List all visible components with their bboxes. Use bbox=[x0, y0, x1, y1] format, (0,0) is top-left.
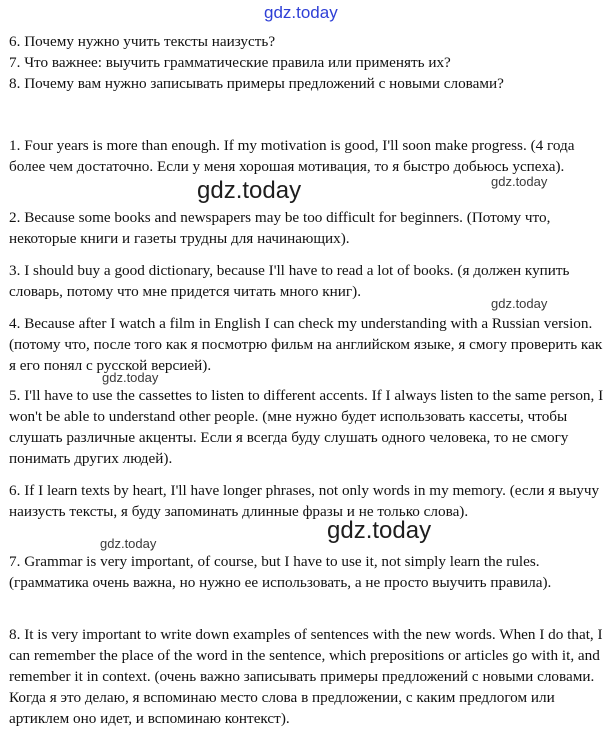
answer-8: 8. It is very important to write down examples of sentences with the new words. When I do that, I can remember the place of the word in the sentence, which prepositions or articles go with it, and remember it in context. (очень важно записывать примеры предложений с новыми словами. Когда я это делаю, я вспоминаю место слова в предложении, с каким предлогом или артиклем оно идет, и вспоминаю контекст). bbox=[9, 626, 603, 727]
answer-7: 7. Grammar is very important, of course, but I have to use it, not simply learn the rules. (грамматика очень важна, но нужно ее использовать, а не просто выучить правила). bbox=[9, 553, 552, 591]
question-8: 8. Почему вам нужно записывать примеры предложений с новыми словами? bbox=[9, 75, 504, 92]
question-7: 7. Что важнее: выучить грамматические правила или применять их? bbox=[9, 54, 451, 71]
watermark-2: gdz.today bbox=[491, 174, 548, 189]
answer-5: 5. I'll have to use the cassettes to listen to different accents. If I always listen to the same person, I won't be able to understand other people. (мне нужно будет использовать кассеты, чтобы слушать различные акценты. Если я всегда буду слушать одного человека, то не смогу понимать других людей). bbox=[9, 387, 604, 467]
watermark-4: gdz.today bbox=[102, 370, 159, 385]
watermark-3: gdz.today bbox=[491, 296, 548, 311]
answer-1: 1. Four years is more than enough. If my motivation is good, I'll soon make progress. (4 года более чем достаточно. Если у меня хорошая мотивация, то я быстро добьюсь успеха). bbox=[9, 137, 575, 175]
watermark-1: gdz.today bbox=[197, 177, 302, 204]
answer-2: 2. Because some books and newspapers may be too difficult for beginners. (Потому что, некоторые книги и газеты трудны для начинающих). bbox=[9, 209, 551, 247]
watermark-6: gdz.today bbox=[100, 536, 157, 551]
question-6: 6. Почему нужно учить тексты наизусть? bbox=[9, 33, 276, 50]
answer-4: 4. Because after I watch a film in English I can check my understanding with a Russian version. (потому что, после того как я посмотрю фильм на английском языке, я смогу проверить как я его понял с русской версией). bbox=[9, 315, 603, 374]
answer-3: 3. I should buy a good dictionary, because I'll have to read a lot of books. (я должен купить словарь, потому что мне придется читать много книг). bbox=[9, 262, 570, 300]
watermark-5: gdz.today bbox=[327, 517, 432, 544]
answer-6: 6. If I learn texts by heart, I'll have longer phrases, not only words in my memory. (если я выучу наизусть тексты, я буду запоминать длинные фразы и не только слова). bbox=[9, 482, 600, 520]
watermark-top: gdz.today bbox=[264, 3, 338, 22]
